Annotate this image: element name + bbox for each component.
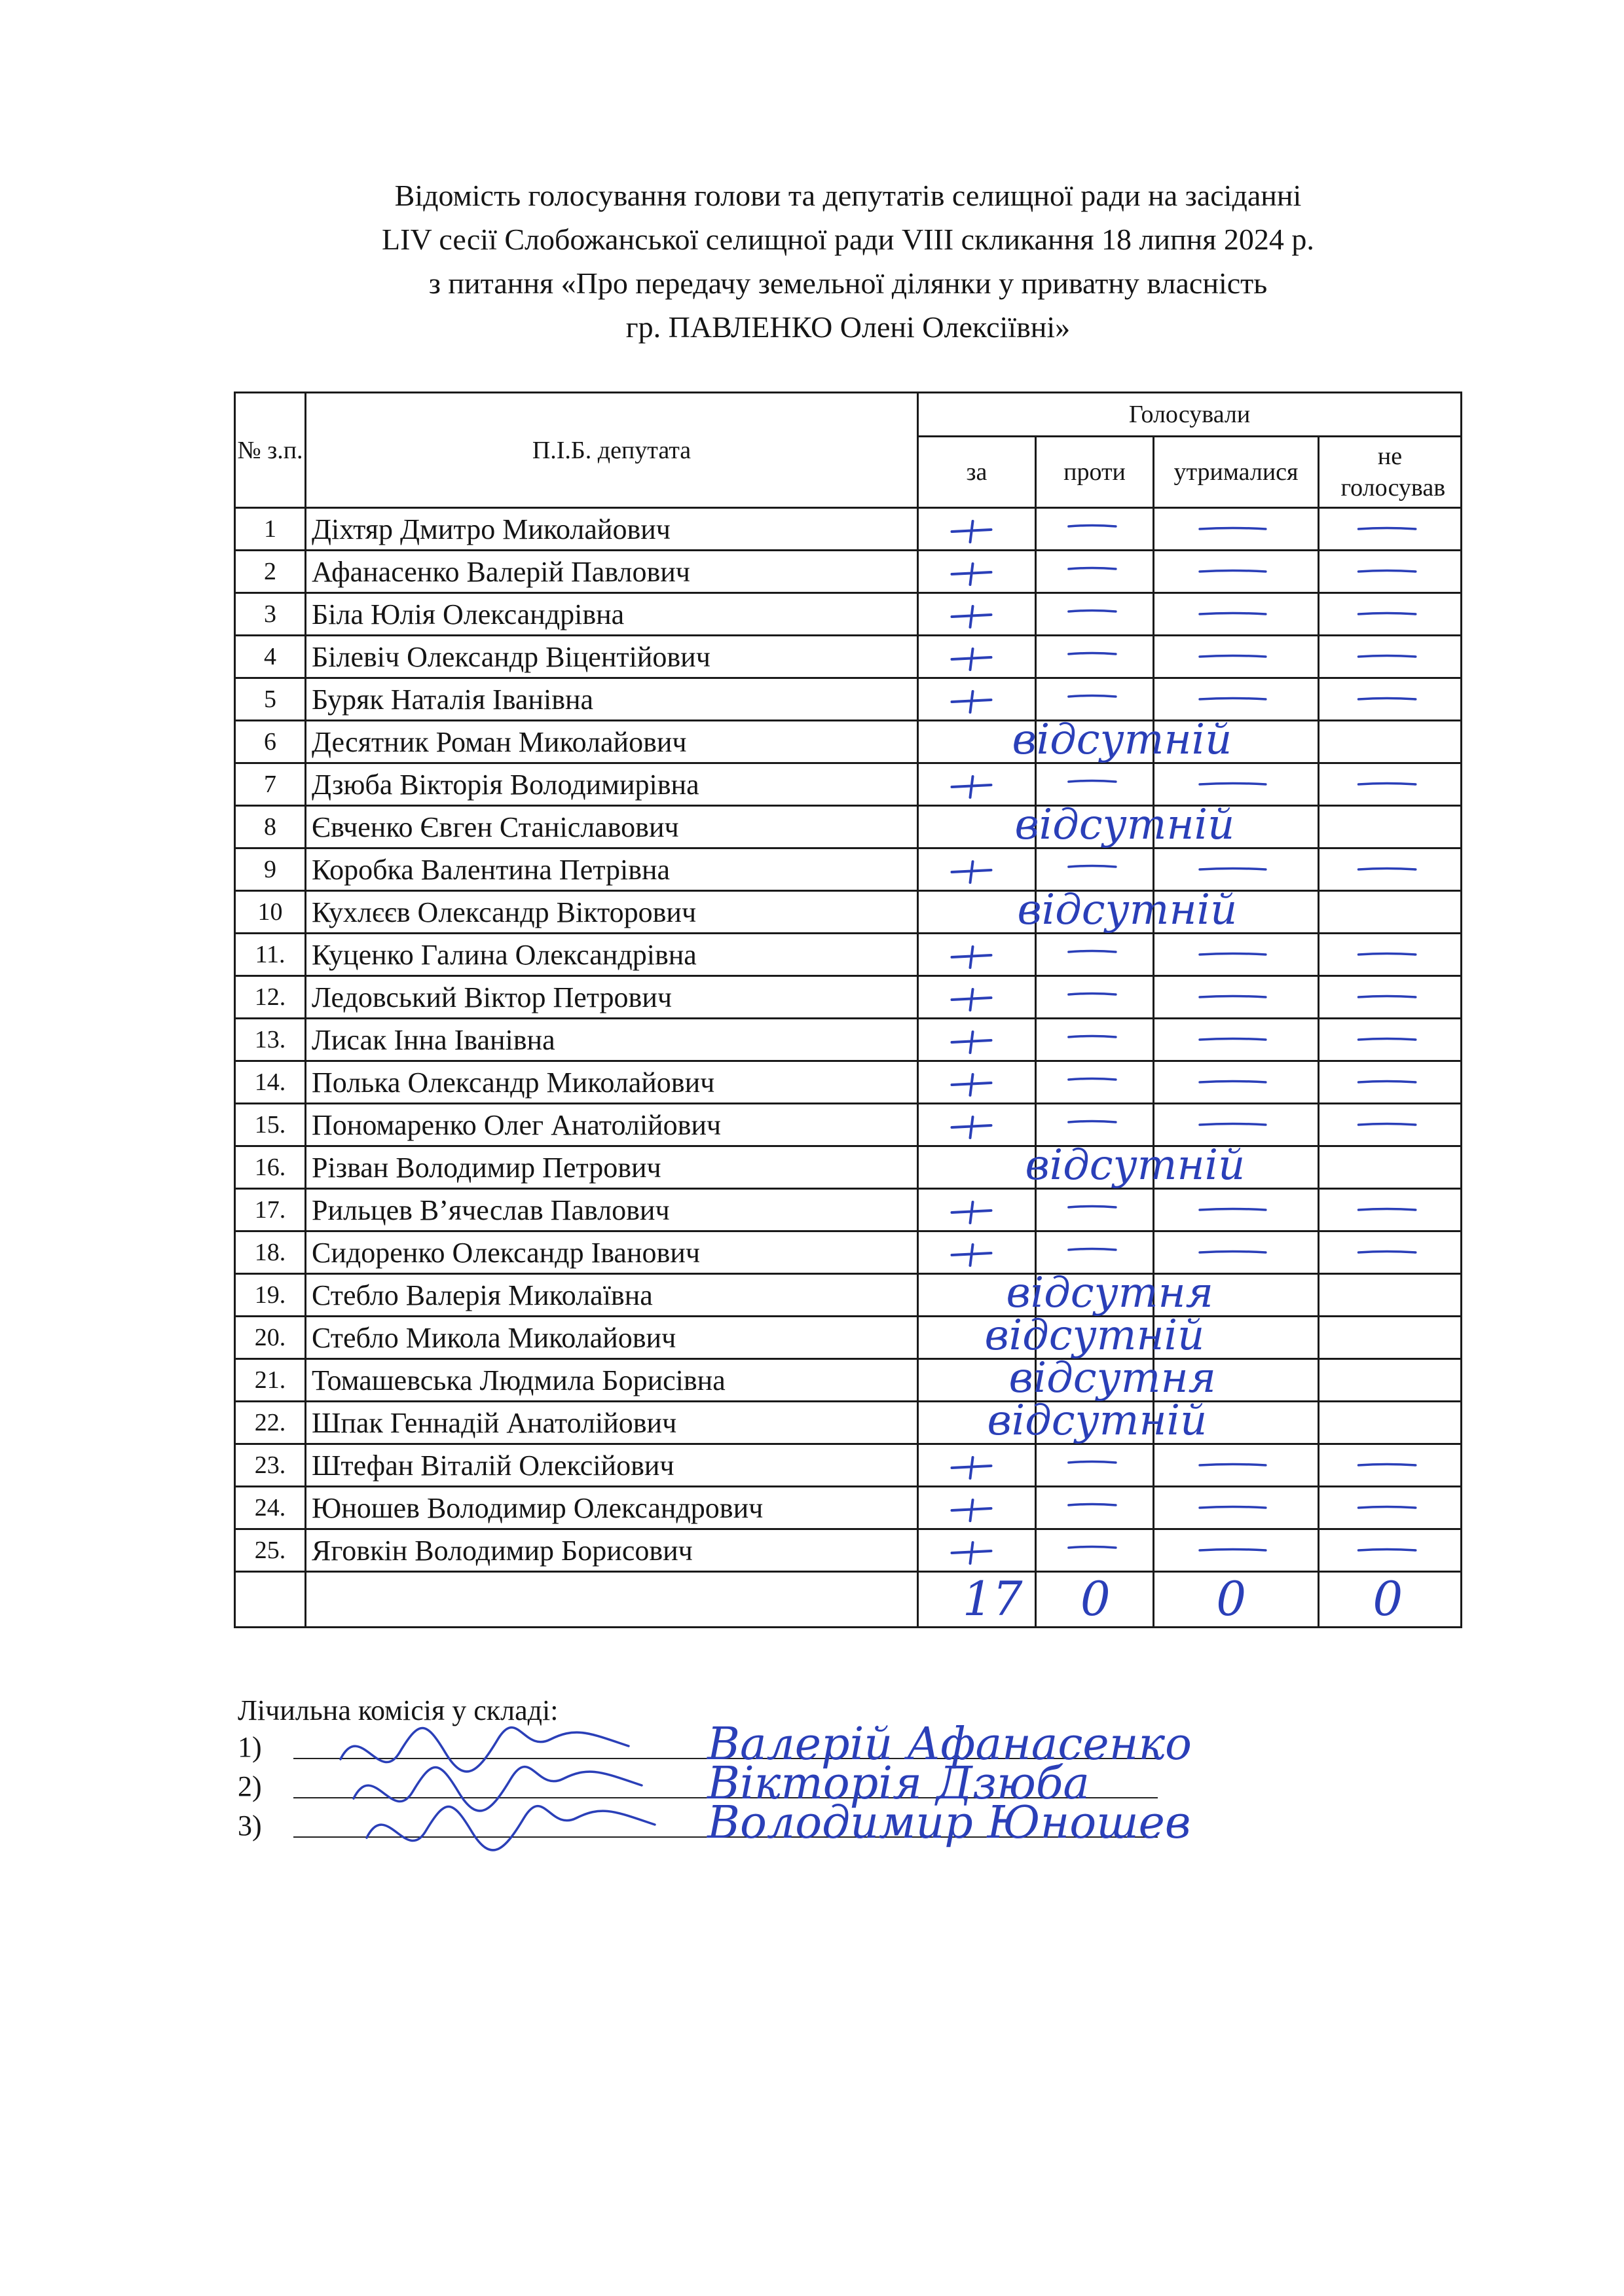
deputy-name: Буряк Наталія Іванівна xyxy=(306,678,918,721)
deputy-name: Коробка Валентина Петрівна xyxy=(306,848,918,891)
table-row xyxy=(235,976,1462,1019)
vote-for-cell xyxy=(918,721,1036,763)
vote-abstained-cell xyxy=(1154,763,1319,806)
vote-not-voted-cell xyxy=(1319,1444,1462,1487)
vote-against-cell xyxy=(1036,976,1154,1019)
vote-for-cell xyxy=(918,678,1036,721)
vote-against-cell xyxy=(1036,1019,1154,1061)
vote-not-voted-cell xyxy=(1319,934,1462,976)
deputy-name: Рильцев В’ячеслав Павлович xyxy=(306,1189,918,1231)
handwritten-name-2: Вікторія Дзюба xyxy=(707,1758,1090,1810)
vote-for-cell xyxy=(918,1104,1036,1146)
deputy-name: Діхтяр Дмитро Миколайович xyxy=(306,508,918,551)
row-number: 13. xyxy=(235,1019,306,1061)
header-against: проти xyxy=(1036,437,1154,508)
total-not-voted-cell xyxy=(1319,1572,1462,1628)
deputy-name: Куценко Галина Олександрівна xyxy=(306,934,918,976)
row-number: 24. xyxy=(235,1487,306,1529)
deputy-name: Сидоренко Олександр Іванович xyxy=(306,1231,918,1274)
vote-for-cell xyxy=(918,976,1036,1019)
vote-not-voted-cell xyxy=(1319,976,1462,1019)
vote-not-voted-cell xyxy=(1319,1402,1462,1444)
vote-not-voted-cell xyxy=(1319,806,1462,848)
total-against-cell xyxy=(1036,1572,1154,1628)
vote-abstained-cell xyxy=(1154,551,1319,593)
absent-note: відсутній xyxy=(1012,716,1232,764)
vote-abstained-cell xyxy=(1154,1359,1319,1402)
absent-note: відсутній xyxy=(1014,801,1235,849)
vote-not-voted-cell xyxy=(1319,636,1462,678)
deputy-name: Полька Олександр Миколайович xyxy=(306,1061,918,1104)
vote-against-cell xyxy=(1036,636,1154,678)
total-not_voted: 0 xyxy=(1373,1571,1403,1626)
total-abstained: 0 xyxy=(1216,1571,1247,1626)
table-row xyxy=(235,1274,1462,1317)
row-number: 17. xyxy=(235,1189,306,1231)
handwritten-name-1: Валерій Афанасенко xyxy=(707,1719,1192,1770)
title-line-2: LIV сесії Слобожанської селищної ради VIII скликання 18 липня 2024 р. xyxy=(382,223,1314,256)
vote-against-cell xyxy=(1036,1402,1154,1444)
vote-for-cell xyxy=(918,1444,1036,1487)
deputy-name: Шпак Геннадій Анатолійович xyxy=(306,1402,918,1444)
absent-note: відсутній xyxy=(987,1396,1208,1445)
title-line-1: Відомість голосування голови та депутатів селищної ради на засіданні xyxy=(394,179,1302,212)
row-number: 10 xyxy=(235,891,306,934)
vote-against-cell xyxy=(1036,1359,1154,1402)
commission-member-2: 2) xyxy=(238,1768,558,1808)
row-number: 15. xyxy=(235,1104,306,1146)
vote-abstained-cell xyxy=(1154,593,1319,636)
vote-abstained-cell xyxy=(1154,976,1319,1019)
vote-against-cell xyxy=(1036,721,1154,763)
row-number: 7 xyxy=(235,763,306,806)
table-row xyxy=(235,508,1462,551)
table-row xyxy=(235,1317,1462,1359)
table-row xyxy=(235,934,1462,976)
row-number: 12. xyxy=(235,976,306,1019)
deputy-name: Яговкін Володимир Борисович xyxy=(306,1529,918,1572)
totals-row xyxy=(235,1572,1462,1628)
deputy-name: Різван Володимир Петрович xyxy=(306,1146,918,1189)
deputy-name: Лисак Інна Іванівна xyxy=(306,1019,918,1061)
row-number: 18. xyxy=(235,1231,306,1274)
deputy-name: Білевіч Олександр Віцентійович xyxy=(306,636,918,678)
vote-against-cell xyxy=(1036,1104,1154,1146)
vote-not-voted-cell xyxy=(1319,891,1462,934)
vote-against-cell xyxy=(1036,1231,1154,1274)
row-number: 20. xyxy=(235,1317,306,1359)
row-number: 9 xyxy=(235,848,306,891)
vote-abstained-cell xyxy=(1154,721,1319,763)
commission-member-3: 3) xyxy=(238,1808,558,1847)
vote-abstained-cell xyxy=(1154,1019,1319,1061)
vote-for-cell xyxy=(918,593,1036,636)
vote-not-voted-cell xyxy=(1319,593,1462,636)
commission-label: Лічильна комісія у складі: xyxy=(238,1694,559,1726)
vote-against-cell xyxy=(1036,763,1154,806)
vote-against-cell xyxy=(1036,593,1154,636)
vote-against-cell xyxy=(1036,508,1154,551)
vote-for-cell xyxy=(918,1061,1036,1104)
vote-abstained-cell xyxy=(1154,1061,1319,1104)
vote-for-cell xyxy=(918,1189,1036,1231)
vote-for-cell xyxy=(918,508,1036,551)
vote-against-cell xyxy=(1036,1444,1154,1487)
table-row xyxy=(235,551,1462,593)
total-abstained-cell xyxy=(1154,1572,1319,1628)
vote-for-cell xyxy=(918,1274,1036,1317)
vote-abstained-cell xyxy=(1154,1104,1319,1146)
table-row xyxy=(235,763,1462,806)
vote-against-cell xyxy=(1036,678,1154,721)
vote-abstained-cell xyxy=(1154,1189,1319,1231)
vote-not-voted-cell xyxy=(1319,508,1462,551)
vote-not-voted-cell xyxy=(1319,678,1462,721)
row-number: 16. xyxy=(235,1146,306,1189)
vote-not-voted-cell xyxy=(1319,763,1462,806)
table-row xyxy=(235,891,1462,934)
absent-note: відсутня xyxy=(1008,1354,1216,1402)
row-number: 22. xyxy=(235,1402,306,1444)
deputy-name: Томашевська Людмила Борисівна xyxy=(306,1359,918,1402)
row-number: 5 xyxy=(235,678,306,721)
title-line-3: з питання «Про передачу земельної ділянки у приватну власність xyxy=(428,266,1268,300)
header-abstained: утрималися xyxy=(1154,437,1319,508)
deputy-name: Біла Юлія Олександрівна xyxy=(306,593,918,636)
row-number: 3 xyxy=(235,593,306,636)
vote-abstained-cell xyxy=(1154,891,1319,934)
vote-abstained-cell xyxy=(1154,678,1319,721)
vote-not-voted-cell xyxy=(1319,1231,1462,1274)
vote-not-voted-cell xyxy=(1319,1104,1462,1146)
header-number: № з.п. xyxy=(235,393,306,508)
table-row xyxy=(235,1359,1462,1402)
table-row xyxy=(235,1529,1462,1572)
vote-against-cell xyxy=(1036,1189,1154,1231)
vote-for-cell xyxy=(918,551,1036,593)
absent-note: відсутня xyxy=(1006,1269,1213,1317)
deputy-name: Дзюба Вікторія Володимирівна xyxy=(306,763,918,806)
absent-note: відсутній xyxy=(984,1311,1205,1360)
deputy-name: Афанасенко Валерій Павлович xyxy=(306,551,918,593)
vote-abstained-cell xyxy=(1154,1317,1319,1359)
vote-for-cell xyxy=(918,848,1036,891)
row-number: 14. xyxy=(235,1061,306,1104)
vote-against-cell xyxy=(1036,1061,1154,1104)
vote-abstained-cell xyxy=(1154,1231,1319,1274)
vote-for-cell xyxy=(918,636,1036,678)
row-number: 6 xyxy=(235,721,306,763)
vote-against-cell xyxy=(1036,891,1154,934)
vote-not-voted-cell xyxy=(1319,1487,1462,1529)
table-row xyxy=(235,1402,1462,1444)
table-row xyxy=(235,1061,1462,1104)
vote-abstained-cell xyxy=(1154,806,1319,848)
deputy-name: Юношев Володимир Олександрович xyxy=(306,1487,918,1529)
vote-against-cell xyxy=(1036,1146,1154,1189)
row-number: 23. xyxy=(235,1444,306,1487)
vote-for-cell xyxy=(918,1359,1036,1402)
vote-abstained-cell xyxy=(1154,1402,1319,1444)
vote-for-cell xyxy=(918,934,1036,976)
row-number: 25. xyxy=(235,1529,306,1572)
vote-abstained-cell xyxy=(1154,1274,1319,1317)
vote-abstained-cell xyxy=(1154,636,1319,678)
vote-for-cell xyxy=(918,1317,1036,1359)
table-row xyxy=(235,1231,1462,1274)
commission-member-1: 1) xyxy=(238,1729,558,1768)
vote-abstained-cell xyxy=(1154,1529,1319,1572)
deputy-name: Штефан Віталій Олексійович xyxy=(306,1444,918,1487)
vote-against-cell xyxy=(1036,1317,1154,1359)
total-against: 0 xyxy=(1080,1571,1111,1626)
vote-not-voted-cell xyxy=(1319,1061,1462,1104)
row-number: 4 xyxy=(235,636,306,678)
vote-against-cell xyxy=(1036,1529,1154,1572)
absent-note: відсутній xyxy=(1025,1141,1246,1190)
table-row xyxy=(235,678,1462,721)
total-for-cell xyxy=(918,1572,1036,1628)
vote-against-cell xyxy=(1036,934,1154,976)
vote-not-voted-cell xyxy=(1319,1146,1462,1189)
table-row xyxy=(235,721,1462,763)
vote-for-cell xyxy=(918,1487,1036,1529)
vote-abstained-cell xyxy=(1154,1444,1319,1487)
header-not-voted: не голосував xyxy=(1319,437,1462,508)
vote-not-voted-cell xyxy=(1319,1274,1462,1317)
table-row xyxy=(235,593,1462,636)
vote-abstained-cell xyxy=(1154,508,1319,551)
voting-table xyxy=(234,392,1462,1628)
table-row xyxy=(235,1104,1462,1146)
vote-not-voted-cell xyxy=(1319,551,1462,593)
vote-for-cell xyxy=(918,1402,1036,1444)
table-row xyxy=(235,806,1462,848)
table-row xyxy=(235,1487,1462,1529)
header-for: за xyxy=(918,437,1036,508)
table-row xyxy=(235,1189,1462,1231)
vote-not-voted-cell xyxy=(1319,1189,1462,1231)
table-row xyxy=(235,1444,1462,1487)
row-number: 2 xyxy=(235,551,306,593)
vote-for-cell xyxy=(918,891,1036,934)
row-number: 8 xyxy=(235,806,306,848)
vote-against-cell xyxy=(1036,806,1154,848)
table-row xyxy=(235,1019,1462,1061)
row-number: 21. xyxy=(235,1359,306,1402)
table-row xyxy=(235,1146,1462,1189)
vote-for-cell xyxy=(918,1529,1036,1572)
vote-not-voted-cell xyxy=(1319,721,1462,763)
vote-for-cell xyxy=(918,1019,1036,1061)
deputy-name: Ледовський Віктор Петрович xyxy=(306,976,918,1019)
row-number: 1 xyxy=(235,508,306,551)
vote-against-cell xyxy=(1036,848,1154,891)
title-line-4: гр. ПАВЛЕНКО Олені Олексіївні» xyxy=(625,310,1071,344)
vote-for-cell xyxy=(918,1231,1036,1274)
header-name: П.І.Б. депутата xyxy=(306,393,918,508)
total-for: 17 xyxy=(962,1571,1023,1626)
vote-for-cell xyxy=(918,763,1036,806)
vote-abstained-cell xyxy=(1154,934,1319,976)
vote-not-voted-cell xyxy=(1319,1317,1462,1359)
handwritten-name-3: Володимир Юношев xyxy=(707,1797,1191,1849)
vote-abstained-cell xyxy=(1154,1146,1319,1189)
vote-not-voted-cell xyxy=(1319,1019,1462,1061)
vote-not-voted-cell xyxy=(1319,1359,1462,1402)
header-voted: Голосували xyxy=(918,393,1462,437)
document-title xyxy=(196,173,1500,349)
counting-commission xyxy=(238,1692,558,1847)
row-number: 19. xyxy=(235,1274,306,1317)
absent-note: відсутній xyxy=(1017,886,1238,934)
vote-against-cell xyxy=(1036,551,1154,593)
row-number: 11. xyxy=(235,934,306,976)
vote-not-voted-cell xyxy=(1319,848,1462,891)
vote-for-cell xyxy=(918,1146,1036,1189)
vote-against-cell xyxy=(1036,1274,1154,1317)
deputy-name: Десятник Роман Миколайович xyxy=(306,721,918,763)
vote-for-cell xyxy=(918,806,1036,848)
table-row xyxy=(235,848,1462,891)
table-row xyxy=(235,636,1462,678)
deputy-name: Пономаренко Олег Анатолійович xyxy=(306,1104,918,1146)
deputy-name: Стебло Валерія Миколаївна xyxy=(306,1274,918,1317)
vote-not-voted-cell xyxy=(1319,1529,1462,1572)
deputy-name: Кухлєєв Олександр Вікторович xyxy=(306,891,918,934)
vote-abstained-cell xyxy=(1154,1487,1319,1529)
deputy-name: Стебло Микола Миколайович xyxy=(306,1317,918,1359)
deputy-name: Євченко Євген Станіславович xyxy=(306,806,918,848)
vote-against-cell xyxy=(1036,1487,1154,1529)
vote-abstained-cell xyxy=(1154,848,1319,891)
